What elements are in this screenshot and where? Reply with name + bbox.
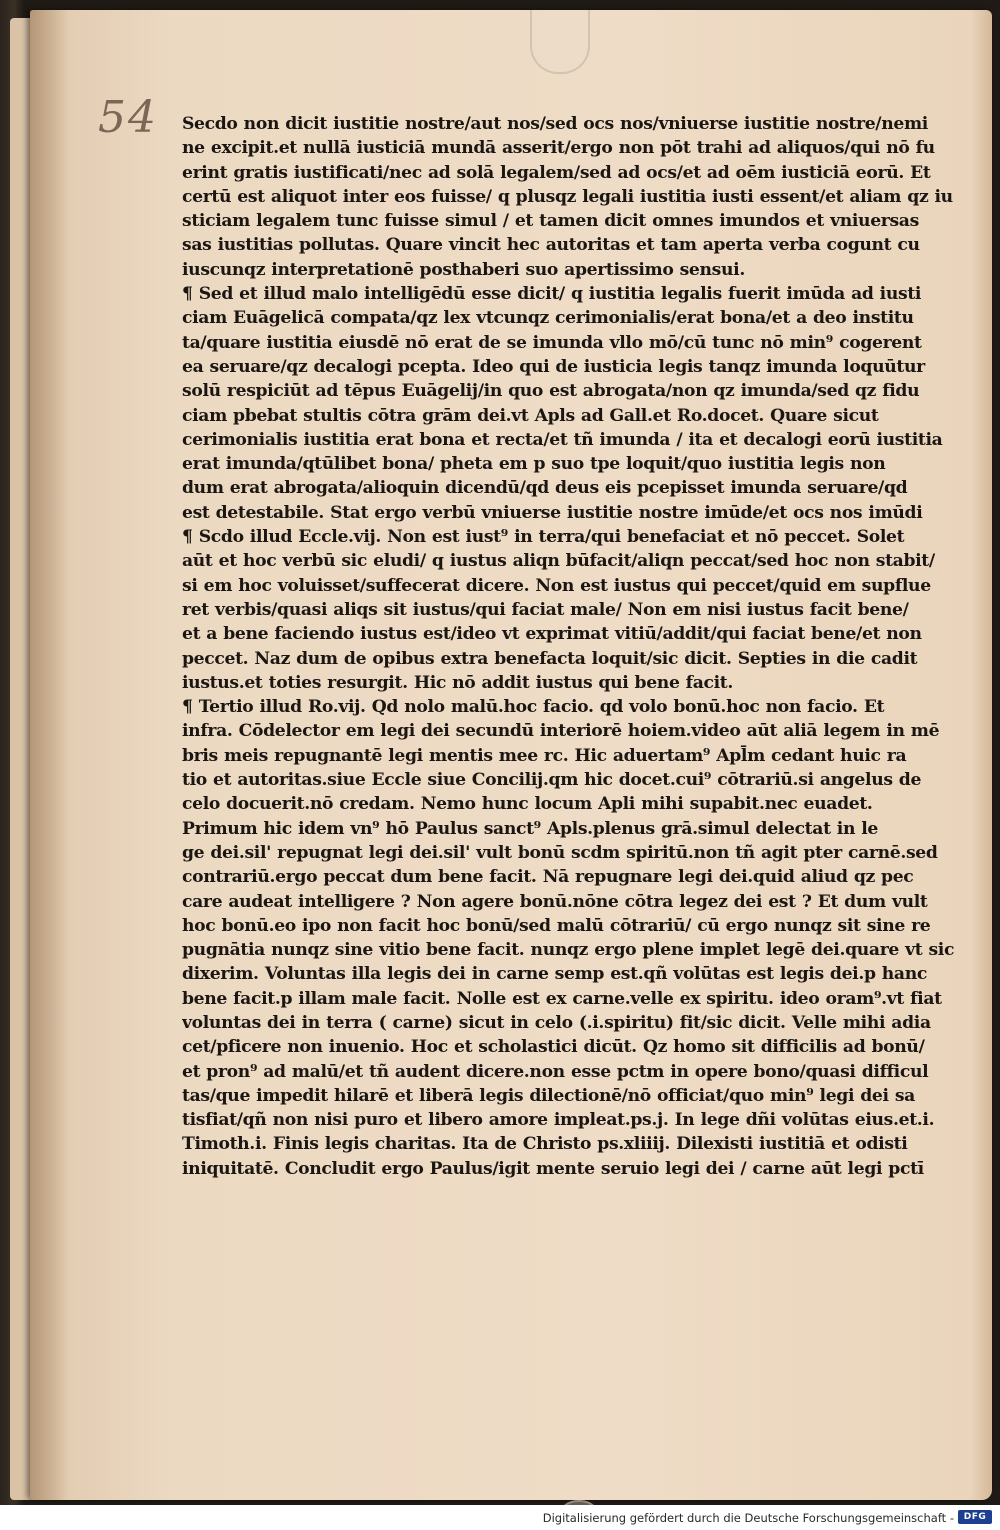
body-text [182,112,958,1272]
text-line: pugnātia nunqz sine vitio bene facit. nunqz ergo plene implet legē dei.quare vt sic [182,940,955,961]
text-line: contrariū.ergo peccat dum bene facit. Nā repugnare legi dei.quid aliud qz pec [182,867,914,888]
text-line: iniquitatē. Concludit ergo Paulus/igit mente seruio legi dei / carne aūt legi pctī [182,1158,924,1179]
text-line: tisfiat/qñ non nisi puro et libero amore impleat.ps.j. In lege dñi volūtas eius.et.i. [182,1110,935,1131]
footer-bar [0,1505,1000,1530]
text-line: Timoth.i. Finis legis charitas. Ita de Christo ps.xliiij. Dilexisti iustitiā et odisti [182,1134,908,1155]
footer-credit: Digitalisierung gefördert durch die Deutsche Forschungsgemeinschaft - [542,1511,954,1525]
text-line: dum erat abrogata/alioquin dicendū/qd deus eis pcepisset imunda seruare/qd [182,478,908,499]
dfg-logo-icon: DFG [958,1510,992,1524]
text-line: cerimonialis iustitia erat bona et recta/et tñ imunda / ita et decalogi eorū iustitia [182,429,943,450]
text-line: erint gratis iustificati/nec ad solā legalem/sed ad ocs/et ad oēm iusticiā eorū. Et [182,162,931,183]
text-line: ¶ Sed et illud malo intelligēdū esse dicit/ q iustitia legalis fuerit imūda ad iusti [182,284,922,305]
text-line: ciam Euāgelicā compata/qz lex vtcunqz cerimonialis/erat bona/et a deo institu [182,308,914,329]
text-line: ret verbis/quasi aliqs sit iustus/qui faciat male/ Non em nisi iustus facit bene/ [182,599,909,620]
text-line: ne excipit.et nullā iusticiā mundā asserit/ergo non pōt trahi ad aliquos/qui nō fu [182,138,935,159]
text-line: Secdo non dicit iustitie nostre/aut nos/sed ocs nos/vniuerse iustitie nostre/nemi [182,114,928,134]
text-line: ge dei.sil' repugnat legi dei.sil' vult bonū scdm spiritū.non tñ agit pter carnē.sed [182,842,938,863]
text-line: ¶ Scdo illud Eccle.vij. Non est iust⁹ in terra/qui benefaciat et nō peccet. Solet [182,527,905,548]
text-line: et a bene faciendo iustus est/ideo vt exprimat vitiū/addit/qui faciat bene/et non [182,624,922,645]
text-line: cet/pficere non inuenio. Hoc et scholastici dicūt. Qz homo sit difficilis ad bonū/ [182,1037,925,1058]
text-line: ta/quare iustitia eiusdē nō erat de se imunda vllo mō/cū tunc nō min⁹ cogerent [182,332,922,353]
folio-number: 54 [98,92,158,143]
text-line: celo docuerit.nō credam. Nemo hunc locum Apli mihi supabit.nec euadet. [182,794,873,815]
text-line: certū est aliquot inter eos fuisse/ q plusqz legali iustitia iusti essent/et aliam qz iu [182,186,953,207]
text-line: tio et autoritas.siue Eccle siue Concilij.qm hic docet.cui⁹ cōtrariū.si angelus de [182,770,922,791]
text-line: sas iustitias pollutas. Quare vincit hec autoritas et tam aperta verba cogunt cu [182,235,920,256]
text-line: iuscunqz interpretationē posthaberi suo apertissimo sensui. [182,259,745,280]
text-line: peccet. Naz dum de opibus extra benefacta loquit/sic dicit. Septies in die cadit [182,648,918,669]
text-line: iustus.et toties resurgit. Hic nō addit iustus qui bene facit. [182,672,734,693]
text-line: hoc bonū.eo ipo non facit hoc bonū/sed malū cōtrariū/ cū ergo nunqz sit sine re [182,915,931,936]
text-line: bene facit.p illam male facit. Nolle est ex carne.velle ex spiritu. ideo oram⁹.vt fiat [182,988,942,1009]
text-line: ¶ Tertio illud Ro.vij. Qd nolo malū.hoc facio. qd volo bonū.hoc non facio. Et [182,697,885,718]
text-line: ciam pbebat stultis cōtra grām dei.vt Apls ad Gall.et Ro.docet. Quare sicut [182,405,879,426]
text-line: Primum hic idem vn⁹ hō Paulus sanct⁹ Apls.plenus grā.simul delectat in le [182,818,879,839]
text-line: si em hoc voluisset/suffecerat dicere. Non est iustus qui peccet/quid em supflue [182,575,931,596]
text-line: et pron⁹ ad malū/et tñ audent dicere.non esse pctm in opere bono/quasi difficul [182,1061,929,1082]
text-line: dixerim. Voluntas illa legis dei in carne semp est.qñ volūtas est legis dei.p hanc [182,964,927,985]
text-line: erat imunda/qtūlibet bona/ pheta em p suo tpe loquit/quo iustitia legis non [182,454,886,475]
text-line: ea seruare/qz decalogi pcepta. Ideo qui de iusticia legis tanqz imunda loquūtur [182,356,925,377]
text-line: est detestabile. Stat ergo verbū vniuerse iustitie nostre imūde/et ocs nos imūdi [182,502,923,523]
text-line: sticiam legalem tunc fuisse simul / et tamen dicit omnes imundos et vniuersas [182,211,919,232]
text-line: infra. Cōdelector em legi dei secundū interiorē hoiem.video aūt aliā legem in mē [182,721,940,742]
page-clip-top [530,10,590,74]
text-line: care audeat intelligere ? Non agere bonū.nōne cōtra legez dei est ? Et dum vult [182,891,928,912]
text-line: solū respiciūt ad tēpus Euāgelij/in quo est abrogata/non qz imunda/sed qz fidu [182,381,920,402]
text-line: voluntas dei in terra ( carne) sicut in celo (.i.spiritu) fit/sic dicit. Velle mihi adia [182,1012,931,1033]
text-line: aūt et hoc verbū sic eludi/ q iustus aliqn būfacit/aliqn peccat/sed hoc non stabit/ [182,551,935,572]
text-line: bris meis repugnantē legi mentis mee rc. Hic aduertam⁹ Apl̄m cedant huic ra [182,745,907,766]
text-line: tas/que impedit hilarē et liberā legis dilectionē/nō officiat/quo min⁹ legi dei sa [182,1085,915,1106]
